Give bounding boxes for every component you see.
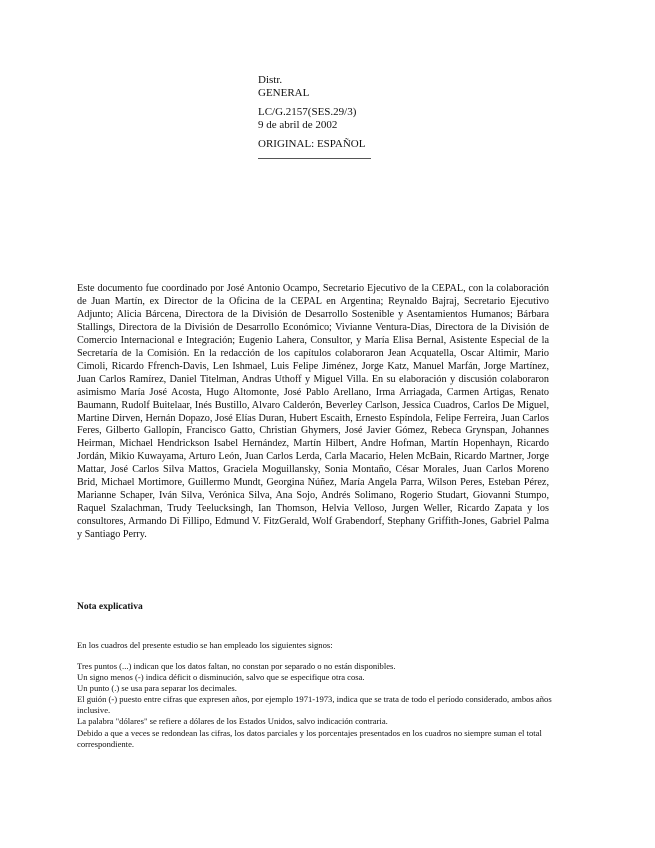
note-item: Un signo menos (-) indica déficit o disminución, salvo que se especifique otra cosa. <box>77 672 365 683</box>
note-item: Tres puntos (...) indican que los datos faltan, no constan por separado o no están disponibles. <box>77 661 396 671</box>
header-divider <box>258 158 371 159</box>
document-date: 9 de abril de 2002 <box>258 119 338 131</box>
note-item: Debido a que a veces se redondean las cifras, los datos parciales y los porcentajes presentados en los cuadros no siempre suman el total correspondiente. <box>77 727 542 749</box>
note-item: Un punto (.) se usa para separar los decimales. <box>77 683 237 694</box>
distribution-type: GENERAL <box>258 87 310 99</box>
note-title: Nota explicativa <box>77 602 143 612</box>
note-intro: En los cuadros del presente estudio se han empleado los siguientes signos: <box>77 640 333 650</box>
credits-paragraph: Este documento fue coordinado por José Antonio Ocampo, Secretario Ejecutivo de la CEPAL, con la colaboración de Juan Martín, ex Director de la Oficina de la CEPAL en Argentina; Reynaldo Bajraj, Secretario Ejecutivo Adjunto; Alicia Bárcena, Directora de la División de Desarrollo Sostenible y Asentamientos Humanos; Bárbara Stallings, Directora de la División de Desarrollo Económico; Vivianne Ventura-Dias, Directora de la División de Comercio Internacional e Integración; Eugenio Lahera, Consultor, y María Elisa Bernal, Asistente Especial de la Secretaría de la Comisión. En la redacción de los capítulos colaboraron Jean Acquatella, Oscar Altimir, Mario Cimoli, Ricardo Ffrench-Davis, Len Ishmael, Luis Felipe Jiménez, Jorge Katz, Manuel Marfán, Jorge Martínez, Juan Carlos Ramírez, Daniel Titelman, Andras Uthoff y Miguel Villa. En su elaboración y discusión colaboraron asimismo María José Acosta, Hugo Altomonte, José Pablo Arellano, Irma Arriagada, Carmen Artigas, Renato Baumann, Rudolf Buitelaar, Inés Bustillo, Alvaro Calderón, Beverley Carlson, Jessica Cuadros, Carlos De Miguel, Martine Dirven, Hernán Dopazo, José Elías Duran, Hubert Escaith, Ernesto Espíndola, Felipe Ferreira, Juan Carlos Feres, Gilberto Gallopín, Francisco Gatto, Christian Ghymers, José Javier Gómez, Rebeca Grynspan, Johannes Heirman, Michael Hendrickson Isabel Hernández, Martín Hilbert, Andre Hofman, Martín Hopenhayn, Ricardo Jordán, Mikio Kuwayama, Arturo León, Juan Carlos Lerda, Carla Macario, Helen McBain, Ricardo Martner, Jorge Mattar, José Carlos Silva Mattos, Graciela Moguillansky, Sonia Montaño, César Morales, Juan Carlos Moreno Brid, Michael Mortimore, Guillermo Mundt, Georgina Núñez, María Angela Parra, Wilson Peres, Esteban Pérez, Marianne Schaper, Iván Silva, Verónica Silva, Ana Sojo, Andrés Solimano, Rogerio Studart, Giovanni Stumpo, Raquel Szalachman, Trudy Teelucksingh, Ian Thomson, Helvia Velloso, Jurgen Weller, Ricardo Zapata y los consultores, Armando Di Fillipo, Edmund V. FitzGerald, Wolf Grabendorf, Stephany Griffith-Jones, Gabriel Palma y Santiago Perry. <box>77 283 549 541</box>
original-language: ORIGINAL: ESPAÑOL <box>258 138 366 150</box>
note-list <box>77 661 557 750</box>
distribution-label: Distr. <box>258 74 283 86</box>
document-header <box>258 74 458 159</box>
note-item: La palabra "dólares" se refiere a dólares de los Estados Unidos, salvo indicación contraria. <box>77 716 388 727</box>
document-symbol: LC/G.2157(SES.29/3) <box>258 106 357 118</box>
note-item: El guión (-) puesto entre cifras que expresen años, por ejemplo 1971-1973, indica que se trata de todo el período considerado, ambos años inclusive. <box>77 694 552 716</box>
